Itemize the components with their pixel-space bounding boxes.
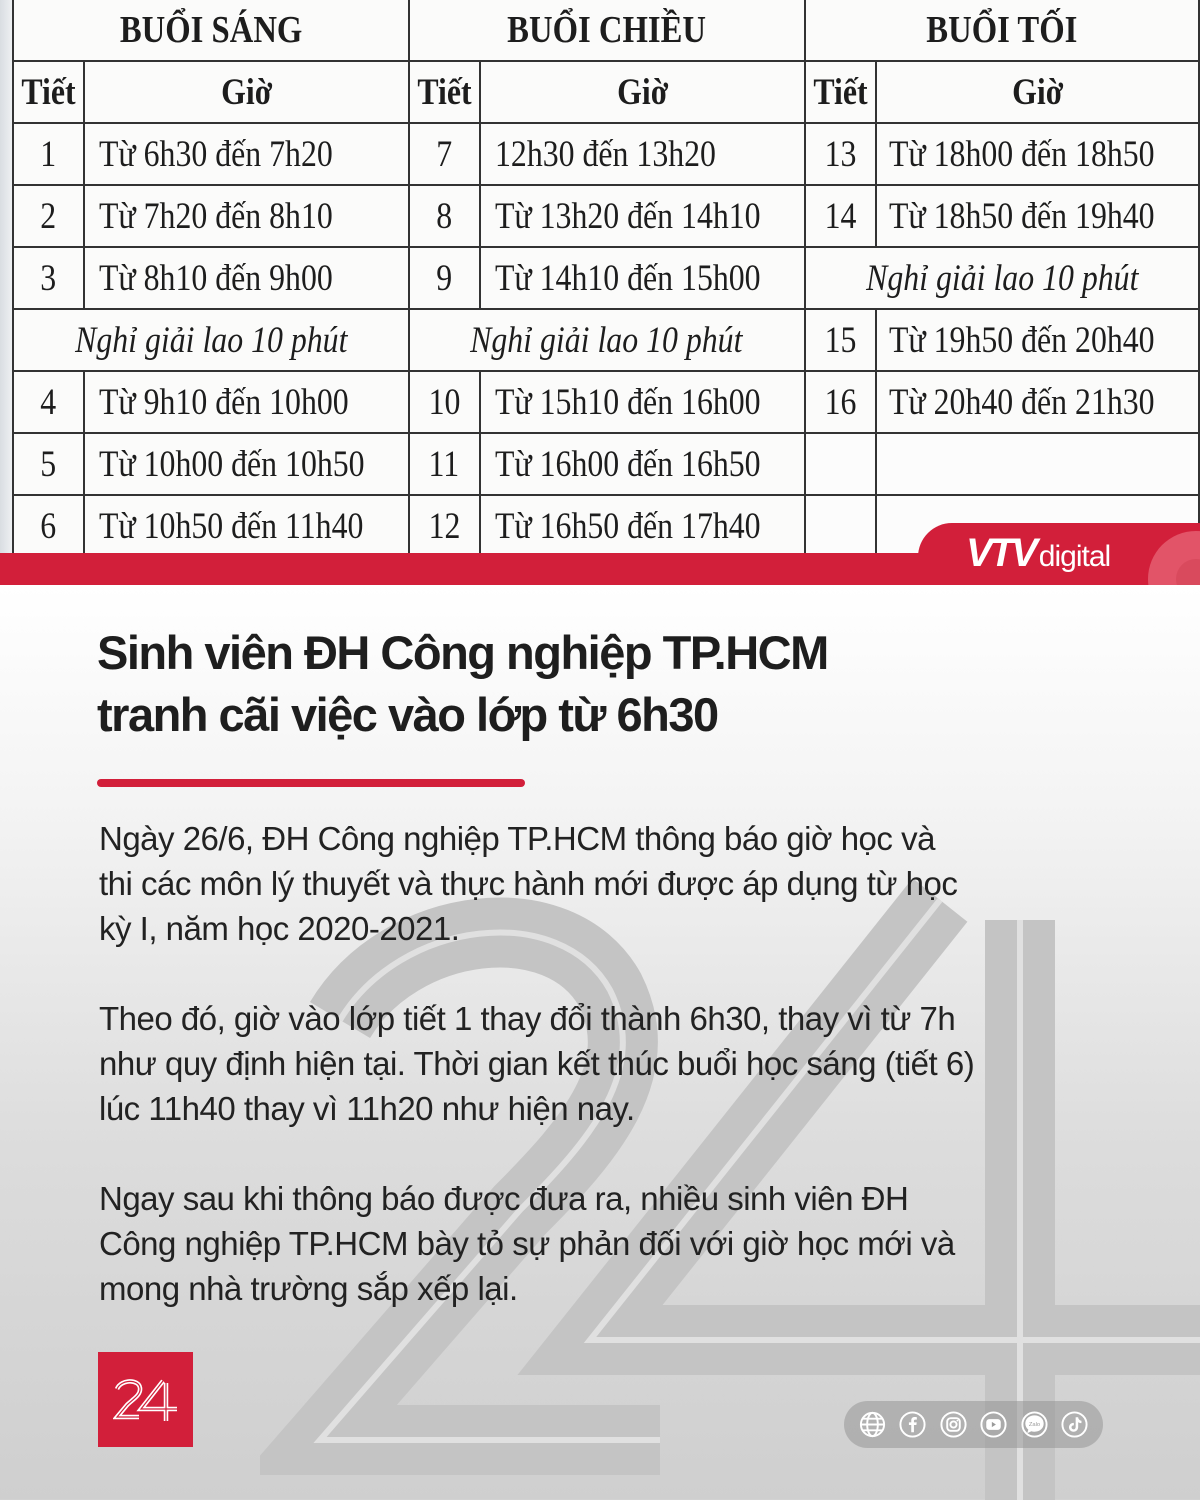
break-cell-afternoon: Nghỉ giải lao 10 phút bbox=[409, 309, 805, 371]
svg-text:Zalo: Zalo bbox=[1028, 1421, 1040, 1428]
col-header-tiet: Tiết bbox=[409, 61, 480, 123]
schedule-image bbox=[0, 0, 1200, 555]
headline-line: Sinh viên ĐH Công nghiệp TP.HCM bbox=[97, 626, 828, 679]
period-cell: 4 bbox=[13, 371, 84, 433]
period-cell: 10 bbox=[409, 371, 480, 433]
text-line: kỳ I, năm học 2020-2021. bbox=[99, 910, 460, 947]
text-line: Ngày 26/6, ĐH Công nghiệp TP.HCM thông báo giờ học và bbox=[99, 820, 935, 857]
text-line: thi các môn lý thuyết và thực hành mới được áp dụng từ học bbox=[99, 865, 958, 902]
empty-cell bbox=[876, 433, 1199, 495]
logo-circle-icon bbox=[1148, 531, 1200, 585]
time-cell: Từ 19h50 đến 20h40 bbox=[876, 309, 1199, 371]
time-cell: Từ 10h50 đến 11h40 bbox=[84, 495, 409, 555]
session-header-morning: BUỔI SÁNG bbox=[13, 0, 409, 61]
text-line: Ngay sau khi thông báo được đưa ra, nhiều sinh viên ĐH bbox=[99, 1180, 909, 1217]
paragraph bbox=[99, 996, 1189, 1131]
table-row bbox=[13, 371, 1199, 433]
text-line: mong nhà trường sắp xếp lại. bbox=[99, 1270, 518, 1307]
time-cell: Từ 15h10 đến 16h00 bbox=[480, 371, 805, 433]
social-links-bar bbox=[844, 1401, 1103, 1448]
vtv24-logo bbox=[98, 1352, 193, 1447]
period-cell: 12 bbox=[409, 495, 480, 555]
tiktok-icon[interactable] bbox=[1060, 1410, 1089, 1439]
youtube-icon[interactable] bbox=[979, 1410, 1008, 1439]
logo-digital-text: digital bbox=[1038, 540, 1111, 573]
empty-cell bbox=[805, 433, 876, 495]
globe-icon[interactable] bbox=[858, 1410, 887, 1439]
headline-line: tranh cãi việc vào lớp từ 6h30 bbox=[97, 688, 718, 741]
period-cell: 7 bbox=[409, 123, 480, 185]
session-header-evening: BUỔI TỐI bbox=[805, 0, 1199, 61]
headline-divider bbox=[97, 779, 525, 787]
logo-wordmark bbox=[966, 531, 1110, 576]
break-cell-evening: Nghỉ giải lao 10 phút bbox=[805, 247, 1199, 309]
table-row bbox=[13, 309, 1199, 371]
time-cell: Từ 6h30 đến 7h20 bbox=[84, 123, 409, 185]
period-cell: 13 bbox=[805, 123, 876, 185]
schedule-table bbox=[12, 0, 1200, 555]
period-cell: 5 bbox=[13, 433, 84, 495]
time-cell: Từ 18h50 đến 19h40 bbox=[876, 185, 1199, 247]
paragraph bbox=[99, 816, 1189, 951]
time-cell: Từ 16h50 đến 17h40 bbox=[480, 495, 805, 555]
text-line: lúc 11h40 thay vì 11h20 như hiện nay. bbox=[99, 1090, 635, 1127]
text-line: như quy định hiện tại. Thời gian kết thúc buổi học sáng (tiết 6) bbox=[99, 1045, 975, 1082]
text-line: Công nghiệp TP.HCM bày tỏ sự phản đối với giờ học mới và bbox=[99, 1225, 955, 1262]
period-cell: 14 bbox=[805, 185, 876, 247]
period-cell: 11 bbox=[409, 433, 480, 495]
empty-cell bbox=[805, 495, 876, 555]
period-cell: 8 bbox=[409, 185, 480, 247]
period-cell: 3 bbox=[13, 247, 84, 309]
table-row bbox=[13, 123, 1199, 185]
time-cell: Từ 10h00 đến 10h50 bbox=[84, 433, 409, 495]
session-header-afternoon: BUỔI CHIỀU bbox=[409, 0, 805, 61]
time-cell: Từ 20h40 đến 21h30 bbox=[876, 371, 1199, 433]
article-body bbox=[99, 816, 1189, 1356]
time-cell: Từ 9h10 đến 10h00 bbox=[84, 371, 409, 433]
table-row bbox=[13, 433, 1199, 495]
col-header-gio: Giờ bbox=[84, 61, 409, 123]
instagram-icon[interactable] bbox=[939, 1410, 968, 1439]
scan-paper-edge bbox=[0, 0, 12, 555]
facebook-icon[interactable] bbox=[898, 1410, 927, 1439]
period-cell: 1 bbox=[13, 123, 84, 185]
time-cell: Từ 14h10 đến 15h00 bbox=[480, 247, 805, 309]
col-header-tiet: Tiết bbox=[805, 61, 876, 123]
col-header-gio: Giờ bbox=[480, 61, 805, 123]
article-headline bbox=[97, 622, 1097, 746]
period-cell: 15 bbox=[805, 309, 876, 371]
period-cell: 2 bbox=[13, 185, 84, 247]
text-line: Theo đó, giờ vào lớp tiết 1 thay đổi thành 6h30, thay vì từ 7h bbox=[99, 1000, 956, 1037]
break-cell-morning: Nghỉ giải lao 10 phút bbox=[13, 309, 409, 371]
time-cell: Từ 16h00 đến 16h50 bbox=[480, 433, 805, 495]
logo-24-icon bbox=[113, 1377, 179, 1423]
period-cell: 6 bbox=[13, 495, 84, 555]
time-cell: 12h30 đến 13h20 bbox=[480, 123, 805, 185]
logo-vtv-text: VTV bbox=[966, 531, 1035, 575]
col-header-tiet: Tiết bbox=[13, 61, 84, 123]
zalo-icon[interactable] bbox=[1020, 1410, 1049, 1439]
time-cell: Từ 18h00 đến 18h50 bbox=[876, 123, 1199, 185]
time-cell: Từ 7h20 đến 8h10 bbox=[84, 185, 409, 247]
table-row bbox=[13, 247, 1199, 309]
period-cell: 16 bbox=[805, 371, 876, 433]
time-cell: Từ 13h20 đến 14h10 bbox=[480, 185, 805, 247]
time-cell: Từ 8h10 đến 9h00 bbox=[84, 247, 409, 309]
paragraph bbox=[99, 1176, 1189, 1311]
period-cell: 9 bbox=[409, 247, 480, 309]
vtv-digital-logo bbox=[918, 523, 1200, 585]
table-row bbox=[13, 185, 1199, 247]
col-header-gio: Giờ bbox=[876, 61, 1199, 123]
